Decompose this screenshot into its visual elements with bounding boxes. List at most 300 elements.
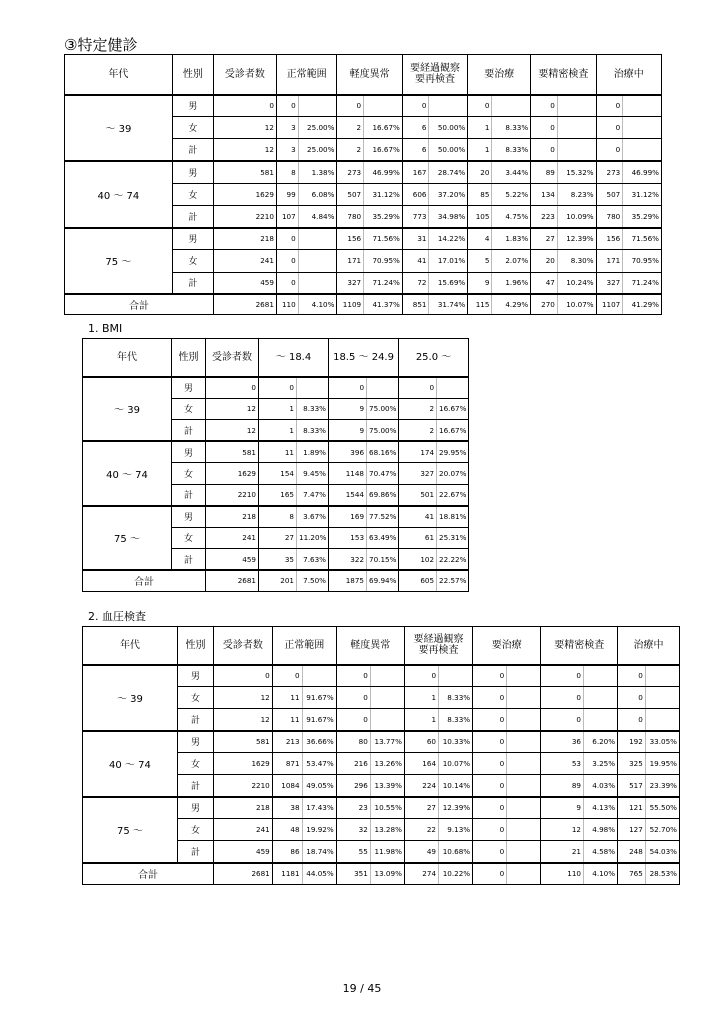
count-cell: 48: [272, 819, 302, 841]
count-cell: 0: [618, 665, 646, 687]
percent-cell: 31.74%: [429, 294, 468, 314]
percent-cell: 69.86%: [367, 484, 399, 506]
count-cell: 127: [618, 819, 646, 841]
count-cell: 27: [531, 228, 558, 250]
age-group-cell: ～ 39: [83, 377, 172, 442]
percent-cell: 35.29%: [364, 205, 403, 227]
sex-cell: 男: [177, 731, 213, 753]
percent-cell: [437, 377, 469, 399]
sex-cell: 計: [172, 139, 213, 161]
count-cell: 0: [473, 797, 507, 819]
percent-cell: 8.33%: [297, 420, 329, 442]
examinee-count-cell: 241: [214, 819, 273, 841]
percent-cell: 54.03%: [645, 841, 679, 863]
count-cell: 3: [276, 117, 298, 139]
column-header: 受診者数: [206, 339, 259, 377]
sex-cell: 計: [177, 709, 213, 731]
percent-cell: [370, 709, 404, 731]
percent-cell: 31.12%: [364, 183, 403, 205]
percent-cell: 69.94%: [367, 570, 399, 591]
percent-cell: 10.55%: [370, 797, 404, 819]
table-header: [65, 55, 662, 95]
percent-cell: 8.33%: [297, 398, 329, 420]
count-cell: 35: [259, 549, 297, 571]
percent-cell: 10.33%: [439, 731, 473, 753]
column-header: 18.5 ～ 24.9: [329, 339, 399, 377]
count-cell: 72: [402, 272, 429, 294]
count-cell: 327: [337, 272, 364, 294]
count-cell: 0: [473, 775, 507, 797]
examinee-count-cell: 218: [213, 228, 276, 250]
percent-cell: [298, 95, 337, 117]
percent-cell: [645, 687, 679, 709]
percent-cell: [557, 95, 596, 117]
count-cell: 53: [541, 753, 584, 775]
percent-cell: 4.10%: [298, 294, 337, 314]
percent-cell: 4.29%: [492, 294, 531, 314]
percent-cell: 16.67%: [437, 420, 469, 442]
total-row: [83, 863, 680, 885]
count-cell: 174: [399, 441, 437, 463]
column-header: 要精密検査: [541, 627, 618, 665]
sex-cell: 女: [172, 250, 213, 272]
percent-cell: 50.00%: [429, 139, 468, 161]
table-row: [83, 377, 469, 399]
count-cell: 248: [618, 841, 646, 863]
percent-cell: 1.38%: [298, 161, 337, 183]
examinee-count-cell: 581: [206, 441, 259, 463]
count-cell: 327: [399, 463, 437, 485]
count-cell: 780: [337, 205, 364, 227]
percent-cell: 4.10%: [583, 863, 617, 885]
percent-cell: 5.22%: [492, 183, 531, 205]
percent-cell: 18.81%: [437, 506, 469, 528]
count-cell: 1875: [329, 570, 367, 591]
count-cell: 325: [618, 753, 646, 775]
count-cell: 0: [468, 95, 492, 117]
percent-cell: 37.20%: [429, 183, 468, 205]
count-cell: 213: [272, 731, 302, 753]
count-cell: 89: [531, 161, 558, 183]
percent-cell: 13.28%: [370, 819, 404, 841]
count-cell: 1: [468, 139, 492, 161]
percent-cell: [507, 775, 541, 797]
examinee-count-cell: 2210: [206, 484, 259, 506]
count-cell: 2: [337, 139, 364, 161]
count-cell: 9: [541, 797, 584, 819]
percent-cell: [507, 687, 541, 709]
column-header: 要精密検査: [531, 55, 596, 95]
percent-cell: 7.47%: [297, 484, 329, 506]
percent-cell: 9.13%: [439, 819, 473, 841]
count-cell: 0: [596, 139, 623, 161]
percent-cell: 1.96%: [492, 272, 531, 294]
examinee-count-cell: 459: [214, 841, 273, 863]
count-cell: 4: [468, 228, 492, 250]
percent-cell: [492, 95, 531, 117]
count-cell: 165: [259, 484, 297, 506]
percent-cell: 4.75%: [492, 205, 531, 227]
count-cell: 606: [402, 183, 429, 205]
examinee-count-cell: 2681: [206, 570, 259, 591]
sex-cell: 女: [172, 183, 213, 205]
count-cell: 327: [596, 272, 623, 294]
examinee-count-cell: 12: [213, 117, 276, 139]
count-cell: 115: [468, 294, 492, 314]
percent-cell: [507, 731, 541, 753]
percent-cell: 6.08%: [298, 183, 337, 205]
percent-cell: 77.52%: [367, 506, 399, 528]
table-row: [83, 731, 680, 753]
count-cell: 0: [272, 665, 302, 687]
percent-cell: [298, 228, 337, 250]
column-header: 軽度異常: [337, 55, 402, 95]
percent-cell: [583, 687, 617, 709]
count-cell: 224: [404, 775, 438, 797]
total-row: [83, 570, 469, 591]
count-cell: 6: [402, 139, 429, 161]
count-cell: 0: [404, 665, 438, 687]
examinee-count-cell: 12: [214, 687, 273, 709]
column-header: ～ 18.4: [259, 339, 329, 377]
count-cell: 773: [402, 205, 429, 227]
count-cell: 167: [402, 161, 429, 183]
count-cell: 0: [531, 139, 558, 161]
percent-cell: 4.98%: [583, 819, 617, 841]
percent-cell: 8.33%: [439, 709, 473, 731]
percent-cell: 10.24%: [557, 272, 596, 294]
count-cell: 223: [531, 205, 558, 227]
count-cell: 61: [399, 527, 437, 549]
count-cell: 1: [404, 709, 438, 731]
count-cell: 6: [402, 117, 429, 139]
percent-cell: 22.67%: [437, 484, 469, 506]
percent-cell: [507, 841, 541, 863]
percent-cell: [507, 753, 541, 775]
count-cell: 1109: [337, 294, 364, 314]
sex-cell: 女: [172, 117, 213, 139]
count-cell: 5: [468, 250, 492, 272]
percent-cell: 36.66%: [302, 731, 336, 753]
percent-cell: 1.83%: [492, 228, 531, 250]
count-cell: 11: [259, 441, 297, 463]
count-cell: 12: [541, 819, 584, 841]
table-row: [65, 95, 662, 117]
percent-cell: 63.49%: [367, 527, 399, 549]
percent-cell: [370, 687, 404, 709]
count-cell: 156: [337, 228, 364, 250]
sex-cell: 男: [172, 228, 213, 250]
count-cell: 8: [276, 161, 298, 183]
percent-cell: 12.39%: [439, 797, 473, 819]
examinee-count-cell: 0: [206, 377, 259, 399]
percent-cell: 49.05%: [302, 775, 336, 797]
percent-cell: [367, 377, 399, 399]
percent-cell: 19.92%: [302, 819, 336, 841]
count-cell: 1: [468, 117, 492, 139]
examinee-count-cell: 2681: [214, 863, 273, 885]
count-cell: 22: [404, 819, 438, 841]
count-cell: 171: [337, 250, 364, 272]
count-cell: 0: [531, 117, 558, 139]
age-group-cell: 75 ～: [83, 506, 172, 571]
percent-cell: 13.09%: [370, 863, 404, 885]
count-cell: 1: [404, 687, 438, 709]
count-cell: 192: [618, 731, 646, 753]
sex-cell: 女: [172, 463, 206, 485]
column-header: 年代: [65, 55, 173, 95]
count-cell: 164: [404, 753, 438, 775]
count-cell: 105: [468, 205, 492, 227]
age-group-cell: ～ 39: [65, 95, 173, 162]
count-cell: 0: [276, 228, 298, 250]
column-header: 正常範囲: [272, 627, 336, 665]
percent-cell: [583, 665, 617, 687]
count-cell: 153: [329, 527, 367, 549]
count-cell: 1107: [596, 294, 623, 314]
percent-cell: 8.33%: [492, 139, 531, 161]
percent-cell: 3.44%: [492, 161, 531, 183]
count-cell: 89: [541, 775, 584, 797]
percent-cell: [507, 665, 541, 687]
count-cell: 0: [276, 250, 298, 272]
count-cell: 60: [404, 731, 438, 753]
count-cell: 0: [259, 377, 297, 399]
percent-cell: 41.37%: [364, 294, 403, 314]
percent-cell: 20.07%: [437, 463, 469, 485]
percent-cell: 4.03%: [583, 775, 617, 797]
count-cell: 3: [276, 139, 298, 161]
examinee-count-cell: 12: [213, 139, 276, 161]
percent-cell: [370, 665, 404, 687]
count-cell: 154: [259, 463, 297, 485]
count-cell: 851: [402, 294, 429, 314]
percent-cell: 41.29%: [623, 294, 662, 314]
percent-cell: 28.53%: [645, 863, 679, 885]
percent-cell: 13.77%: [370, 731, 404, 753]
count-cell: 351: [336, 863, 370, 885]
count-cell: 0: [596, 117, 623, 139]
column-header: 治療中: [596, 55, 661, 95]
examinee-count-cell: 12: [214, 709, 273, 731]
examinee-count-cell: 241: [206, 527, 259, 549]
percent-cell: 31.12%: [623, 183, 662, 205]
count-cell: 0: [399, 377, 437, 399]
sex-cell: 計: [172, 205, 213, 227]
sex-cell: 女: [177, 819, 213, 841]
age-group-cell: 75 ～: [83, 797, 178, 863]
percent-cell: [297, 377, 329, 399]
percent-cell: [507, 863, 541, 885]
count-cell: 31: [402, 228, 429, 250]
percent-cell: [557, 117, 596, 139]
table-bmi: [82, 338, 469, 592]
sex-cell: 計: [177, 775, 213, 797]
percent-cell: 3.25%: [583, 753, 617, 775]
percent-cell: 10.07%: [557, 294, 596, 314]
percent-cell: 17.01%: [429, 250, 468, 272]
percent-cell: 9.45%: [297, 463, 329, 485]
count-cell: 169: [329, 506, 367, 528]
column-header: 要治療: [473, 627, 541, 665]
count-cell: 86: [272, 841, 302, 863]
examinee-count-cell: 218: [214, 797, 273, 819]
examinee-count-cell: 1629: [213, 183, 276, 205]
count-cell: 11: [272, 687, 302, 709]
count-cell: 2: [399, 420, 437, 442]
percent-cell: 7.50%: [297, 570, 329, 591]
column-header: 25.0 ～: [399, 339, 469, 377]
percent-cell: 35.29%: [623, 205, 662, 227]
percent-cell: 1.89%: [297, 441, 329, 463]
count-cell: 0: [276, 272, 298, 294]
column-header: 受診者数: [213, 55, 276, 95]
count-cell: 0: [541, 665, 584, 687]
sex-cell: 女: [172, 398, 206, 420]
percent-cell: 46.99%: [364, 161, 403, 183]
examinee-count-cell: 0: [214, 665, 273, 687]
percent-cell: 25.00%: [298, 139, 337, 161]
percent-cell: 25.00%: [298, 117, 337, 139]
percent-cell: 71.24%: [364, 272, 403, 294]
count-cell: 55: [336, 841, 370, 863]
percent-cell: 46.99%: [623, 161, 662, 183]
percent-cell: 91.67%: [302, 687, 336, 709]
column-header: 要経過観察 要再検査: [404, 627, 472, 665]
percent-cell: 11.20%: [297, 527, 329, 549]
count-cell: 80: [336, 731, 370, 753]
percent-cell: 22.22%: [437, 549, 469, 571]
percent-cell: 3.67%: [297, 506, 329, 528]
table-row: [83, 797, 680, 819]
table-row: [83, 441, 469, 463]
count-cell: 47: [531, 272, 558, 294]
count-cell: 605: [399, 570, 437, 591]
percent-cell: [302, 665, 336, 687]
count-cell: 501: [399, 484, 437, 506]
examinee-count-cell: 581: [214, 731, 273, 753]
table-header: [83, 339, 469, 377]
age-group-cell: 40 ～ 74: [83, 441, 172, 506]
percent-cell: 8.33%: [439, 687, 473, 709]
table-specific-checkup: [64, 54, 662, 315]
percent-cell: 13.39%: [370, 775, 404, 797]
count-cell: 156: [596, 228, 623, 250]
percent-cell: [507, 819, 541, 841]
sex-cell: 女: [177, 687, 213, 709]
header-row: [83, 627, 680, 665]
count-cell: 1084: [272, 775, 302, 797]
count-cell: 20: [468, 161, 492, 183]
subtitle-bmi: 1. BMI: [88, 322, 123, 335]
table-blood-pressure: [82, 626, 680, 885]
percent-cell: 18.74%: [302, 841, 336, 863]
percent-cell: 8.30%: [557, 250, 596, 272]
examinee-count-cell: 2681: [213, 294, 276, 314]
count-cell: 9: [329, 398, 367, 420]
percent-cell: 10.14%: [439, 775, 473, 797]
examinee-count-cell: 12: [206, 398, 259, 420]
count-cell: 20: [531, 250, 558, 272]
count-cell: 110: [276, 294, 298, 314]
percent-cell: 8.33%: [492, 117, 531, 139]
percent-cell: 15.32%: [557, 161, 596, 183]
percent-cell: [507, 709, 541, 731]
count-cell: 0: [336, 709, 370, 731]
count-cell: 102: [399, 549, 437, 571]
count-cell: 507: [596, 183, 623, 205]
percent-cell: 7.63%: [297, 549, 329, 571]
examinee-count-cell: 2210: [214, 775, 273, 797]
examinee-count-cell: 12: [206, 420, 259, 442]
table-body: [65, 95, 662, 315]
count-cell: 21: [541, 841, 584, 863]
sex-cell: 男: [172, 377, 206, 399]
count-cell: 0: [596, 95, 623, 117]
count-cell: 0: [473, 687, 507, 709]
percent-cell: 52.70%: [645, 819, 679, 841]
count-cell: 322: [329, 549, 367, 571]
column-header: 性別: [177, 627, 213, 665]
percent-cell: 71.56%: [623, 228, 662, 250]
table-header: [83, 627, 680, 665]
count-cell: 273: [337, 161, 364, 183]
percent-cell: 33.05%: [645, 731, 679, 753]
sex-cell: 男: [177, 797, 213, 819]
count-cell: 0: [473, 841, 507, 863]
examinee-count-cell: 1629: [206, 463, 259, 485]
percent-cell: 28.74%: [429, 161, 468, 183]
count-cell: 49: [404, 841, 438, 863]
percent-cell: 15.69%: [429, 272, 468, 294]
count-cell: 765: [618, 863, 646, 885]
count-cell: 0: [329, 377, 367, 399]
percent-cell: [298, 272, 337, 294]
age-group-cell: ～ 39: [83, 665, 178, 731]
total-label-cell: 合計: [65, 294, 214, 314]
percent-cell: 4.13%: [583, 797, 617, 819]
count-cell: 1181: [272, 863, 302, 885]
examinee-count-cell: 2210: [213, 205, 276, 227]
age-group-cell: 40 ～ 74: [65, 161, 173, 228]
sex-cell: 計: [172, 420, 206, 442]
percent-cell: [583, 709, 617, 731]
count-cell: 396: [329, 441, 367, 463]
count-cell: 274: [404, 863, 438, 885]
percent-cell: 10.68%: [439, 841, 473, 863]
total-label-cell: 合計: [83, 570, 206, 591]
age-group-cell: 75 ～: [65, 228, 173, 295]
count-cell: 0: [473, 863, 507, 885]
percent-cell: 10.22%: [439, 863, 473, 885]
count-cell: 110: [541, 863, 584, 885]
count-cell: 0: [276, 95, 298, 117]
percent-cell: 71.56%: [364, 228, 403, 250]
percent-cell: 16.67%: [437, 398, 469, 420]
percent-cell: 70.15%: [367, 549, 399, 571]
column-header: 治療中: [618, 627, 680, 665]
count-cell: 11: [272, 709, 302, 731]
percent-cell: 68.16%: [367, 441, 399, 463]
percent-cell: 25.31%: [437, 527, 469, 549]
count-cell: 107: [276, 205, 298, 227]
sex-cell: 計: [172, 272, 213, 294]
count-cell: 0: [473, 709, 507, 731]
count-cell: 0: [531, 95, 558, 117]
column-header: 受診者数: [214, 627, 273, 665]
examinee-count-cell: 459: [213, 272, 276, 294]
table-body: [83, 377, 469, 592]
